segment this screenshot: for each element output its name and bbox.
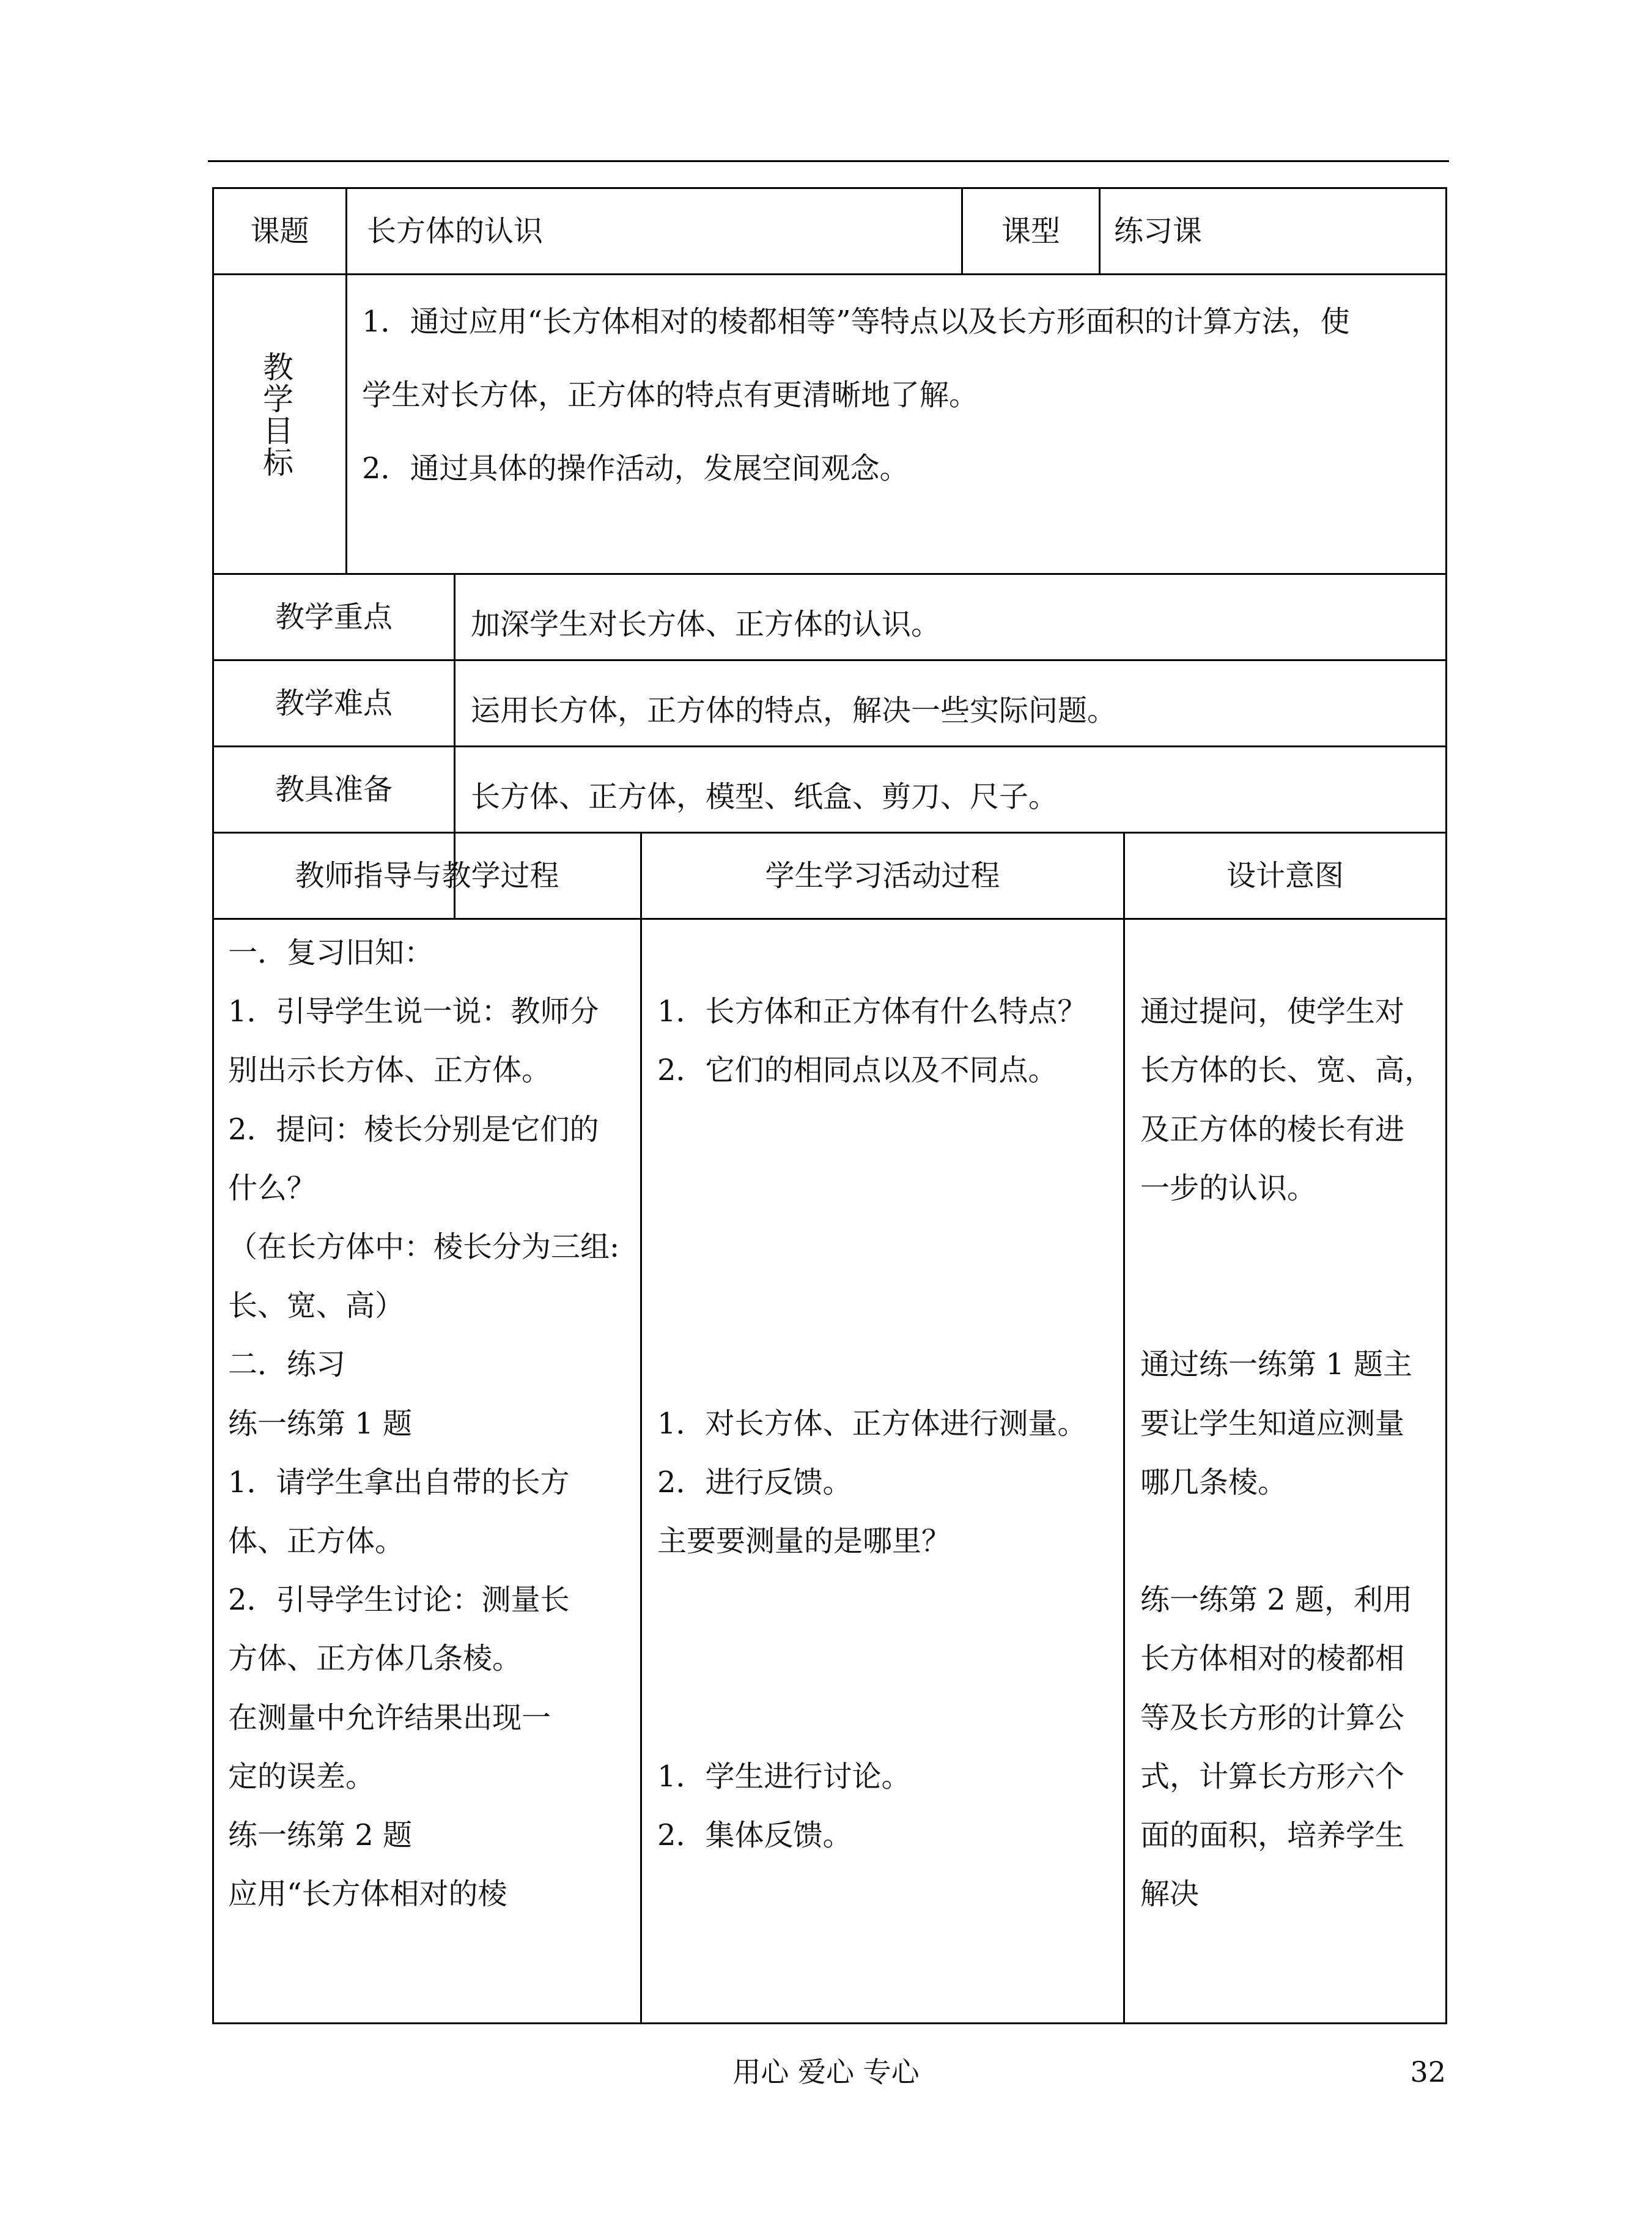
teacher-line: 在测量中允许结果出现一	[228, 1700, 551, 1735]
type-label: 课型	[1001, 214, 1060, 248]
materials-value: 长方体、正方体，模型、纸盒、剪刀、尺子。	[471, 780, 1058, 814]
student-process	[657, 923, 1087, 1923]
teacher-line: 2．提问：棱长分别是它们的	[228, 1112, 599, 1147]
design-line	[1140, 1276, 1434, 1335]
design-line: 通过提问，使学生对	[1140, 994, 1405, 1029]
design-line: 式，计算长方形六个	[1140, 1759, 1405, 1794]
design-intent-header: 设计意图	[1226, 859, 1344, 893]
difficulty-label: 教学难点	[275, 686, 393, 720]
design-line: 面的面积，培养学生	[1140, 1818, 1405, 1853]
teacher-process	[228, 923, 619, 1923]
teacher-line: 2．引导学生讨论：测量长	[228, 1583, 570, 1618]
teacher-process-header: 教师指导与教学过程	[295, 859, 559, 893]
type-value: 练习课	[1114, 214, 1203, 248]
teacher-line: 体、正方体。	[228, 1524, 405, 1559]
student-line	[657, 1335, 1087, 1394]
teacher-line: 1．请学生拿出自带的长方	[228, 1465, 570, 1500]
student-line: 1．长方体和正方体有什么特点？	[657, 994, 1087, 1029]
design-line: 练一练第 2 题，利用	[1140, 1583, 1413, 1618]
topic-label: 课题	[250, 214, 309, 248]
student-line: 主要要测量的是哪里？	[657, 1524, 951, 1559]
teacher-line: 练一练第 1 题	[228, 1406, 413, 1441]
design-line	[1140, 1512, 1434, 1570]
objective-line-3: 2．通过具体的操作活动，发展空间观念。	[362, 451, 909, 486]
header-rule	[208, 160, 1449, 162]
student-line	[657, 1276, 1087, 1335]
student-line	[657, 1865, 1087, 1923]
student-line	[657, 1570, 1087, 1629]
teacher-line: 练一练第 2 题	[228, 1818, 413, 1853]
student-line	[657, 1688, 1087, 1747]
teacher-line: 二．练习	[228, 1347, 346, 1382]
student-line: 1．学生进行讨论。	[657, 1759, 911, 1794]
teacher-line: 应用“长方体相对的棱	[228, 1877, 507, 1912]
design-line: 及正方体的棱长有进	[1140, 1112, 1405, 1147]
focus-label: 教学重点	[275, 600, 393, 634]
teacher-line: 一．复习旧知：	[228, 936, 434, 970]
design-line: 要让学生知道应测量	[1140, 1406, 1405, 1441]
design-line: 长方体的长、宽、高，	[1140, 1053, 1434, 1088]
student-process-header: 学生学习活动过程	[765, 859, 1000, 893]
design-line: 哪几条棱。	[1140, 1465, 1288, 1500]
teacher-line: 长、宽、高）	[228, 1289, 405, 1323]
difficulty-value: 运用长方体，正方体的特点，解决一些实际问题。	[471, 694, 1117, 728]
materials-label: 教具准备	[275, 772, 393, 807]
design-line	[1140, 1218, 1434, 1276]
design-line: 通过练一练第 1 题主	[1140, 1347, 1413, 1382]
teacher-line: 别出示长方体、正方体。	[228, 1053, 551, 1088]
student-line	[657, 923, 1087, 982]
design-intent	[1140, 923, 1434, 1923]
teacher-line: （在长方体中：棱长分为三组:	[228, 1230, 620, 1265]
teacher-line: 定的误差。	[228, 1759, 375, 1794]
teacher-line: 方体、正方体几条棱。	[228, 1641, 522, 1676]
student-line	[657, 1629, 1087, 1688]
teacher-line: 1．引导学生说一说：教师分	[228, 994, 599, 1029]
teacher-line: 什么？	[228, 1171, 317, 1205]
design-line: 一步的认识。	[1140, 1171, 1317, 1205]
objective-line-1: 1．通过应用“长方体相对的棱都相等”等特点以及长方形面积的计算方法，使	[362, 305, 1350, 339]
focus-value: 加深学生对长方体、正方体的认识。	[471, 607, 941, 642]
topic-value: 长方体的认识	[367, 214, 544, 248]
design-line: 等及长方形的计算公	[1140, 1700, 1405, 1735]
student-line: 1．对长方体、正方体进行测量。	[657, 1406, 1087, 1441]
design-line: 解决	[1140, 1877, 1200, 1912]
page-number: 32	[1410, 2055, 1446, 2088]
student-line: 2．进行反馈。	[657, 1465, 852, 1500]
student-line	[657, 1100, 1087, 1159]
objectives-label: 教 学 目 标	[263, 350, 293, 481]
student-line	[657, 1159, 1087, 1218]
footer-motto: 用心 爱心 专心	[732, 2055, 920, 2088]
objective-line-2: 学生对长方体，正方体的特点有更清晰地了解。	[362, 378, 979, 412]
design-line: 长方体相对的棱都相	[1140, 1641, 1405, 1676]
student-line: 2．它们的相同点以及不同点。	[657, 1053, 1058, 1088]
student-line: 2．集体反馈。	[657, 1818, 852, 1853]
design-line	[1140, 923, 1434, 982]
student-line	[657, 1218, 1087, 1276]
